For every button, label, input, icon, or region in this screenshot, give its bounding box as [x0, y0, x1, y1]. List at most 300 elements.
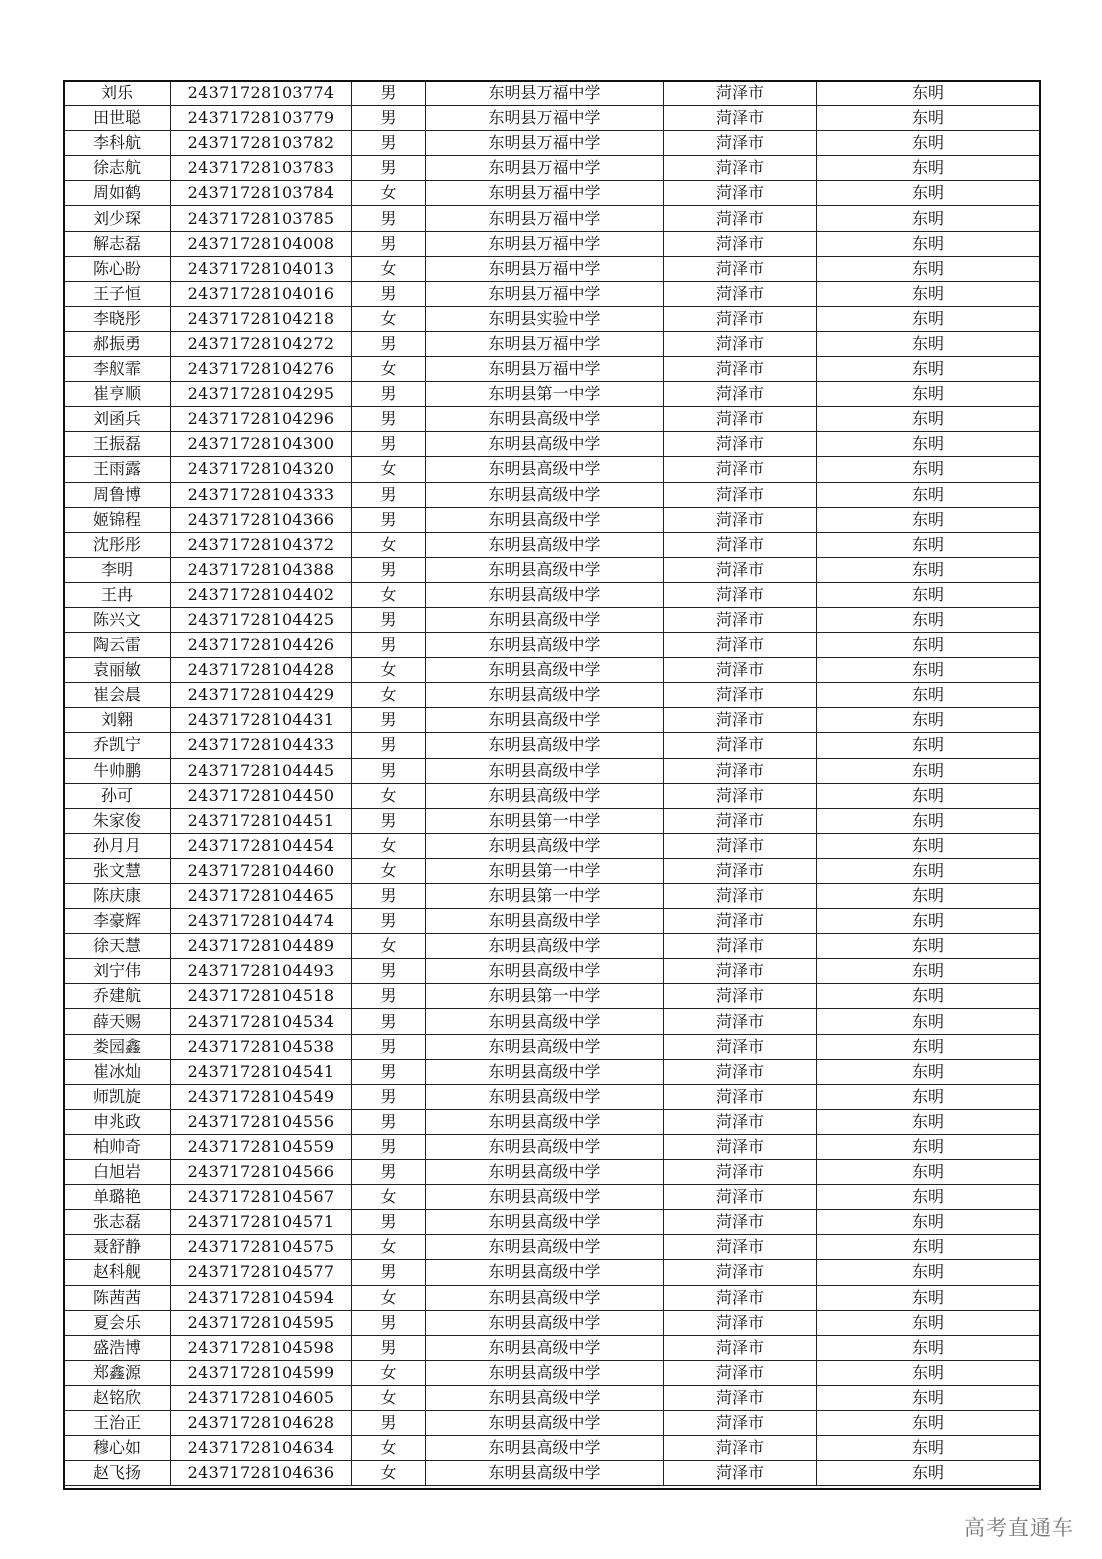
city-cell: 菏泽市 — [664, 256, 817, 281]
exam-id-cell: 24371728104636 — [171, 1461, 352, 1486]
county-cell: 东明 — [817, 507, 1040, 532]
county-cell: 东明 — [817, 206, 1040, 231]
table-row — [64, 256, 1040, 281]
school-cell: 东明县万福中学 — [426, 331, 664, 356]
school-cell: 东明县万福中学 — [426, 206, 664, 231]
name-cell: 李晓彤 — [64, 306, 171, 331]
county-cell: 东明 — [817, 1059, 1040, 1084]
table-row — [64, 633, 1040, 658]
school-cell: 东明县高级中学 — [426, 1335, 664, 1360]
name-cell: 张志磊 — [64, 1210, 171, 1235]
table-row — [64, 507, 1040, 532]
name-cell: 沈彤彤 — [64, 532, 171, 557]
gender-cell: 女 — [352, 858, 426, 883]
county-cell: 东明 — [817, 934, 1040, 959]
school-cell: 东明县高级中学 — [426, 457, 664, 482]
table-row — [64, 758, 1040, 783]
city-cell: 菏泽市 — [664, 131, 817, 156]
gender-cell: 女 — [352, 1185, 426, 1210]
exam-id-cell: 24371728104333 — [171, 482, 352, 507]
gender-cell: 女 — [352, 582, 426, 607]
exam-id-cell: 24371728104300 — [171, 432, 352, 457]
gender-cell: 男 — [352, 1059, 426, 1084]
county-cell: 东明 — [817, 1235, 1040, 1260]
school-cell: 东明县高级中学 — [426, 959, 664, 984]
city-cell: 菏泽市 — [664, 934, 817, 959]
county-cell: 东明 — [817, 1360, 1040, 1385]
city-cell: 菏泽市 — [664, 281, 817, 306]
gender-cell: 男 — [352, 1260, 426, 1285]
exam-id-cell: 24371728104460 — [171, 858, 352, 883]
city-cell: 菏泽市 — [664, 357, 817, 382]
county-cell: 东明 — [817, 1335, 1040, 1360]
name-cell: 李科航 — [64, 131, 171, 156]
exam-id-cell: 24371728104566 — [171, 1160, 352, 1185]
gender-cell: 男 — [352, 1084, 426, 1109]
exam-id-cell: 24371728103784 — [171, 181, 352, 206]
city-cell: 菏泽市 — [664, 1034, 817, 1059]
table-row — [64, 1461, 1040, 1486]
table-row — [64, 1034, 1040, 1059]
table-row — [64, 1285, 1040, 1310]
name-cell: 赵科舰 — [64, 1260, 171, 1285]
county-cell: 东明 — [817, 984, 1040, 1009]
city-cell: 菏泽市 — [664, 382, 817, 407]
name-cell: 解志磊 — [64, 231, 171, 256]
name-cell: 赵飞扬 — [64, 1461, 171, 1486]
city-cell: 菏泽市 — [664, 482, 817, 507]
gender-cell: 女 — [352, 1360, 426, 1385]
exam-id-cell: 24371728104595 — [171, 1310, 352, 1335]
city-cell: 菏泽市 — [664, 156, 817, 181]
county-cell: 东明 — [817, 858, 1040, 883]
gender-cell: 男 — [352, 708, 426, 733]
exam-id-cell: 24371728104599 — [171, 1360, 352, 1385]
name-cell: 单璐艳 — [64, 1185, 171, 1210]
table-row — [64, 156, 1040, 181]
city-cell: 菏泽市 — [664, 1360, 817, 1385]
table-row — [64, 231, 1040, 256]
county-cell: 东明 — [817, 357, 1040, 382]
table-row — [64, 984, 1040, 1009]
exam-id-cell: 24371728104559 — [171, 1134, 352, 1159]
table-row — [64, 1160, 1040, 1185]
county-cell: 东明 — [817, 457, 1040, 482]
county-cell: 东明 — [817, 1134, 1040, 1159]
school-cell: 东明县高级中学 — [426, 633, 664, 658]
school-cell: 东明县万福中学 — [426, 256, 664, 281]
table-row — [64, 81, 1040, 106]
school-cell: 东明县高级中学 — [426, 1436, 664, 1461]
city-cell: 菏泽市 — [664, 783, 817, 808]
school-cell: 东明县高级中学 — [426, 1009, 664, 1034]
table-body — [64, 81, 1040, 1486]
city-cell: 菏泽市 — [664, 984, 817, 1009]
gender-cell: 男 — [352, 482, 426, 507]
gender-cell: 女 — [352, 1385, 426, 1410]
exam-id-cell: 24371728104465 — [171, 884, 352, 909]
school-cell: 东明县第一中学 — [426, 382, 664, 407]
exam-id-cell: 24371728104534 — [171, 1009, 352, 1034]
table-row — [64, 1335, 1040, 1360]
exam-id-cell: 24371728103779 — [171, 106, 352, 131]
gender-cell: 男 — [352, 607, 426, 632]
gender-cell: 男 — [352, 808, 426, 833]
school-cell: 东明县第一中学 — [426, 984, 664, 1009]
gender-cell: 女 — [352, 181, 426, 206]
county-cell: 东明 — [817, 1210, 1040, 1235]
city-cell: 菏泽市 — [664, 432, 817, 457]
exam-id-cell: 24371728104013 — [171, 256, 352, 281]
exam-id-cell: 24371728103782 — [171, 131, 352, 156]
county-cell: 东明 — [817, 557, 1040, 582]
county-cell: 东明 — [817, 231, 1040, 256]
table-row — [64, 1009, 1040, 1034]
name-cell: 刘乐 — [64, 81, 171, 106]
school-cell: 东明县高级中学 — [426, 407, 664, 432]
county-cell: 东明 — [817, 708, 1040, 733]
school-cell: 东明县万福中学 — [426, 131, 664, 156]
table-row — [64, 1109, 1040, 1134]
county-cell: 东明 — [817, 1084, 1040, 1109]
school-cell: 东明县高级中学 — [426, 934, 664, 959]
gender-cell: 女 — [352, 934, 426, 959]
city-cell: 菏泽市 — [664, 708, 817, 733]
gender-cell: 男 — [352, 206, 426, 231]
exam-id-cell: 24371728104388 — [171, 557, 352, 582]
city-cell: 菏泽市 — [664, 407, 817, 432]
county-cell: 东明 — [817, 106, 1040, 131]
school-cell: 东明县第一中学 — [426, 808, 664, 833]
school-cell: 东明县高级中学 — [426, 557, 664, 582]
school-cell: 东明县高级中学 — [426, 482, 664, 507]
city-cell: 菏泽市 — [664, 758, 817, 783]
school-cell: 东明县万福中学 — [426, 156, 664, 181]
school-cell: 东明县高级中学 — [426, 758, 664, 783]
name-cell: 崔冰灿 — [64, 1059, 171, 1084]
exam-id-cell: 24371728104272 — [171, 331, 352, 356]
gender-cell: 女 — [352, 1285, 426, 1310]
gender-cell: 男 — [352, 331, 426, 356]
table-row — [64, 1410, 1040, 1435]
name-cell: 白旭岩 — [64, 1160, 171, 1185]
school-cell: 东明县第一中学 — [426, 858, 664, 883]
school-cell: 东明县高级中学 — [426, 582, 664, 607]
exam-id-cell: 24371728103774 — [171, 81, 352, 106]
name-cell: 王冉 — [64, 582, 171, 607]
city-cell: 菏泽市 — [664, 884, 817, 909]
gender-cell: 男 — [352, 382, 426, 407]
city-cell: 菏泽市 — [664, 1210, 817, 1235]
watermark: 高考直通车 — [964, 1516, 1074, 1540]
city-cell: 菏泽市 — [664, 607, 817, 632]
gender-cell: 男 — [352, 1109, 426, 1134]
name-cell: 王子恒 — [64, 281, 171, 306]
table-row — [64, 1185, 1040, 1210]
table-row — [64, 206, 1040, 231]
exam-id-cell: 24371728104556 — [171, 1109, 352, 1134]
school-cell: 东明县高级中学 — [426, 683, 664, 708]
table-row — [64, 432, 1040, 457]
school-cell: 东明县实验中学 — [426, 306, 664, 331]
exam-id-cell: 24371728104428 — [171, 658, 352, 683]
city-cell: 菏泽市 — [664, 1059, 817, 1084]
city-cell: 菏泽市 — [664, 557, 817, 582]
county-cell: 东明 — [817, 1009, 1040, 1034]
city-cell: 菏泽市 — [664, 231, 817, 256]
exam-id-cell: 24371728104489 — [171, 934, 352, 959]
name-cell: 娄园鑫 — [64, 1034, 171, 1059]
name-cell: 刘宁伟 — [64, 959, 171, 984]
name-cell: 朱家俊 — [64, 808, 171, 833]
exam-id-cell: 24371728104295 — [171, 382, 352, 407]
table-row — [64, 281, 1040, 306]
name-cell: 乔凯宁 — [64, 733, 171, 758]
name-cell: 薛天赐 — [64, 1009, 171, 1034]
exam-id-cell: 24371728104372 — [171, 532, 352, 557]
gender-cell: 男 — [352, 1210, 426, 1235]
name-cell: 郑鑫源 — [64, 1360, 171, 1385]
school-cell: 东明县高级中学 — [426, 507, 664, 532]
name-cell: 李豪辉 — [64, 909, 171, 934]
table-row — [64, 382, 1040, 407]
exam-id-cell: 24371728104538 — [171, 1034, 352, 1059]
exam-id-cell: 24371728104474 — [171, 909, 352, 934]
county-cell: 东明 — [817, 683, 1040, 708]
city-cell: 菏泽市 — [664, 1310, 817, 1335]
gender-cell: 男 — [352, 131, 426, 156]
exam-id-cell: 24371728104594 — [171, 1285, 352, 1310]
county-cell: 东明 — [817, 407, 1040, 432]
city-cell: 菏泽市 — [664, 1335, 817, 1360]
exam-id-cell: 24371728103783 — [171, 156, 352, 181]
name-cell: 崔亨顺 — [64, 382, 171, 407]
city-cell: 菏泽市 — [664, 633, 817, 658]
name-cell: 穆心如 — [64, 1436, 171, 1461]
city-cell: 菏泽市 — [664, 106, 817, 131]
gender-cell: 女 — [352, 532, 426, 557]
school-cell: 东明县高级中学 — [426, 432, 664, 457]
exam-id-cell: 24371728104628 — [171, 1410, 352, 1435]
exam-id-cell: 24371728104402 — [171, 582, 352, 607]
gender-cell: 女 — [352, 457, 426, 482]
exam-id-cell: 24371728104016 — [171, 281, 352, 306]
table-row — [64, 858, 1040, 883]
gender-cell: 男 — [352, 1009, 426, 1034]
student-list-table — [63, 80, 1040, 1486]
city-cell: 菏泽市 — [664, 331, 817, 356]
name-cell: 陈心盼 — [64, 256, 171, 281]
school-cell: 东明县高级中学 — [426, 1109, 664, 1134]
gender-cell: 男 — [352, 1134, 426, 1159]
table-row — [64, 808, 1040, 833]
county-cell: 东明 — [817, 833, 1040, 858]
name-cell: 刘翱 — [64, 708, 171, 733]
school-cell: 东明县高级中学 — [426, 1134, 664, 1159]
county-cell: 东明 — [817, 1034, 1040, 1059]
county-cell: 东明 — [817, 1410, 1040, 1435]
table-row — [64, 306, 1040, 331]
county-cell: 东明 — [817, 131, 1040, 156]
gender-cell: 女 — [352, 833, 426, 858]
name-cell: 郝振勇 — [64, 331, 171, 356]
table-row — [64, 557, 1040, 582]
school-cell: 东明县万福中学 — [426, 106, 664, 131]
county-cell: 东明 — [817, 808, 1040, 833]
school-cell: 东明县高级中学 — [426, 733, 664, 758]
gender-cell: 女 — [352, 1436, 426, 1461]
name-cell: 聂舒静 — [64, 1235, 171, 1260]
city-cell: 菏泽市 — [664, 81, 817, 106]
county-cell: 东明 — [817, 582, 1040, 607]
gender-cell: 男 — [352, 281, 426, 306]
school-cell: 东明县万福中学 — [426, 81, 664, 106]
county-cell: 东明 — [817, 156, 1040, 181]
school-cell: 东明县高级中学 — [426, 607, 664, 632]
gender-cell: 男 — [352, 1410, 426, 1435]
table-row — [64, 1084, 1040, 1109]
city-cell: 菏泽市 — [664, 457, 817, 482]
name-cell: 崔会晨 — [64, 683, 171, 708]
name-cell: 姬锦程 — [64, 507, 171, 532]
name-cell: 周如鹤 — [64, 181, 171, 206]
school-cell: 东明县万福中学 — [426, 231, 664, 256]
school-cell: 东明县高级中学 — [426, 1210, 664, 1235]
name-cell: 赵铭欣 — [64, 1385, 171, 1410]
county-cell: 东明 — [817, 1285, 1040, 1310]
table-row — [64, 708, 1040, 733]
table-row — [64, 357, 1040, 382]
county-cell: 东明 — [817, 1109, 1040, 1134]
gender-cell: 女 — [352, 1235, 426, 1260]
exam-id-cell: 24371728104218 — [171, 306, 352, 331]
table-row — [64, 1310, 1040, 1335]
name-cell: 申兆政 — [64, 1109, 171, 1134]
gender-cell: 女 — [352, 683, 426, 708]
table-row — [64, 683, 1040, 708]
table-row — [64, 532, 1040, 557]
school-cell: 东明县高级中学 — [426, 1034, 664, 1059]
table-row — [64, 131, 1040, 156]
gender-cell: 男 — [352, 959, 426, 984]
city-cell: 菏泽市 — [664, 1160, 817, 1185]
name-cell: 陶云雷 — [64, 633, 171, 658]
gender-cell: 男 — [352, 733, 426, 758]
name-cell: 孙可 — [64, 783, 171, 808]
table-row — [64, 833, 1040, 858]
city-cell: 菏泽市 — [664, 658, 817, 683]
school-cell: 东明县高级中学 — [426, 1059, 664, 1084]
school-cell: 东明县高级中学 — [426, 1260, 664, 1285]
exam-id-cell: 24371728104366 — [171, 507, 352, 532]
city-cell: 菏泽市 — [664, 181, 817, 206]
city-cell: 菏泽市 — [664, 959, 817, 984]
county-cell: 东明 — [817, 633, 1040, 658]
gender-cell: 男 — [352, 231, 426, 256]
name-cell: 刘函兵 — [64, 407, 171, 432]
exam-id-cell: 24371728104577 — [171, 1260, 352, 1285]
exam-id-cell: 24371728104429 — [171, 683, 352, 708]
county-cell: 东明 — [817, 959, 1040, 984]
exam-id-cell: 24371728104541 — [171, 1059, 352, 1084]
city-cell: 菏泽市 — [664, 683, 817, 708]
county-cell: 东明 — [817, 281, 1040, 306]
exam-id-cell: 24371728104276 — [171, 357, 352, 382]
table-row — [64, 909, 1040, 934]
school-cell: 东明县高级中学 — [426, 1084, 664, 1109]
school-cell: 东明县高级中学 — [426, 1385, 664, 1410]
exam-id-cell: 24371728104454 — [171, 833, 352, 858]
county-cell: 东明 — [817, 1160, 1040, 1185]
city-cell: 菏泽市 — [664, 1185, 817, 1210]
exam-id-cell: 24371728104518 — [171, 984, 352, 1009]
table-row — [64, 884, 1040, 909]
city-cell: 菏泽市 — [664, 833, 817, 858]
county-cell: 东明 — [817, 1436, 1040, 1461]
name-cell: 陈兴文 — [64, 607, 171, 632]
city-cell: 菏泽市 — [664, 1385, 817, 1410]
school-cell: 东明县高级中学 — [426, 1310, 664, 1335]
name-cell: 陈庆康 — [64, 884, 171, 909]
name-cell: 盛浩博 — [64, 1335, 171, 1360]
exam-id-cell: 24371728104598 — [171, 1335, 352, 1360]
table-row — [64, 1436, 1040, 1461]
exam-id-cell: 24371728104433 — [171, 733, 352, 758]
table-row — [64, 1059, 1040, 1084]
county-cell: 东明 — [817, 783, 1040, 808]
county-cell: 东明 — [817, 1310, 1040, 1335]
table-row — [64, 783, 1040, 808]
county-cell: 东明 — [817, 382, 1040, 407]
county-cell: 东明 — [817, 181, 1040, 206]
school-cell: 东明县高级中学 — [426, 532, 664, 557]
gender-cell: 女 — [352, 783, 426, 808]
county-cell: 东明 — [817, 758, 1040, 783]
table-row — [64, 658, 1040, 683]
gender-cell: 男 — [352, 156, 426, 181]
gender-cell: 男 — [352, 984, 426, 1009]
gender-cell: 男 — [352, 1335, 426, 1360]
city-cell: 菏泽市 — [664, 206, 817, 231]
name-cell: 孙月月 — [64, 833, 171, 858]
name-cell: 张文慧 — [64, 858, 171, 883]
table-row — [64, 582, 1040, 607]
county-cell: 东明 — [817, 432, 1040, 457]
exam-id-cell: 24371728104493 — [171, 959, 352, 984]
school-cell: 东明县高级中学 — [426, 708, 664, 733]
school-cell: 东明县高级中学 — [426, 833, 664, 858]
table-row — [64, 407, 1040, 432]
county-cell: 东明 — [817, 306, 1040, 331]
exam-id-cell: 24371728104426 — [171, 633, 352, 658]
school-cell: 东明县万福中学 — [426, 181, 664, 206]
city-cell: 菏泽市 — [664, 1109, 817, 1134]
table-row — [64, 1385, 1040, 1410]
county-cell: 东明 — [817, 256, 1040, 281]
city-cell: 菏泽市 — [664, 1285, 817, 1310]
name-cell: 徐天慧 — [64, 934, 171, 959]
city-cell: 菏泽市 — [664, 1084, 817, 1109]
gender-cell: 男 — [352, 909, 426, 934]
gender-cell: 男 — [352, 432, 426, 457]
exam-id-cell: 24371728104634 — [171, 1436, 352, 1461]
city-cell: 菏泽市 — [664, 909, 817, 934]
school-cell: 东明县高级中学 — [426, 1285, 664, 1310]
name-cell: 王雨露 — [64, 457, 171, 482]
city-cell: 菏泽市 — [664, 1436, 817, 1461]
county-cell: 东明 — [817, 733, 1040, 758]
exam-id-cell: 24371728104450 — [171, 783, 352, 808]
